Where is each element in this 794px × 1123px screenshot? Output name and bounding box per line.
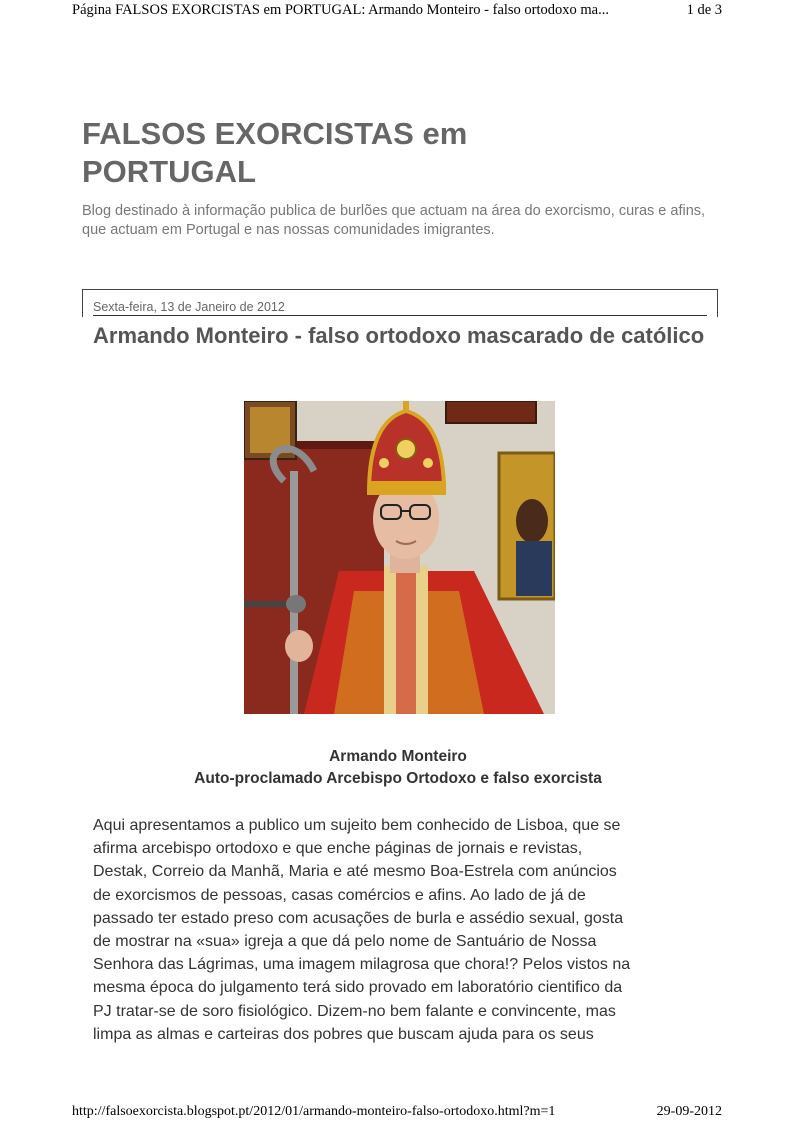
body-line: Destak, Correio da Manhã, Maria e até mesmo Boa-Estrela com anúncios [93,863,617,881]
mitre-jewel-left [379,458,389,468]
print-footer-date: 29-09-2012 [656,1104,722,1119]
body-line: passado ter estado preso com acusações de burla e assédio sexual, gosta [93,909,624,927]
mitre-cross [403,401,409,413]
print-header [72,2,722,22]
body-line: PJ tratar-se de soro fisiológico. Dizem-no bem falante e convincente, mas [93,1002,616,1020]
print-page-count: 1 de 3 [686,2,722,18]
icon-figure [516,499,548,543]
photo-caption [93,746,703,790]
print-footer [72,1104,722,1122]
post-date: Sexta-feira, 13 de Janeiro de 2012 [93,300,285,314]
hand [285,630,313,662]
post-title[interactable]: Armando Monteiro - falso ortodoxo mascarado de católico [93,323,705,348]
date-divider [93,315,707,316]
mitre-jewel [396,439,416,459]
body-line: mesma época do julgamento terá sido provado em laboratório cientifico da [93,979,623,997]
icon-figure-robe [516,541,552,596]
blog-title[interactable]: FALSOS EXORCISTAS em PORTUGAL [82,116,468,189]
body-line: de mostrar na «sua» igreja a que dá pelo nome de Santuário de Nossa [93,933,597,951]
icon-frame-top [446,401,536,423]
mitre-jewel-right [423,458,433,468]
vestment-stole-band [396,571,416,714]
body-line: Aqui apresentamos a publico um sujeito bem conhecido de Lisboa, que se [93,817,621,834]
body-line: limpa as almas e carteiras dos pobres que buscam ajuda para os seus [93,1025,594,1043]
body-line: afirma arcebispo ortodoxo e que enche páginas de jornais e revistas, [93,840,583,858]
caption-role: Auto-proclamado Arcebispo Ortodoxo e falso exorcista [194,770,602,787]
crozier-staff [290,471,298,714]
body-line: Senhora das Lágrimas, uma imagem milagrosa que chora!? Pelos vistos na [93,956,631,974]
post-photo[interactable] [244,401,555,714]
mitre-band [368,481,446,495]
print-footer-url[interactable]: http://falsoexorcista.blogspot.pt/2012/01/armando-monteiro-falso-ortodoxo.html?m=1 [72,1104,556,1119]
print-header-title: Página FALSOS EXORCISTAS em PORTUGAL: Armando Monteiro - falso ortodoxo ma... [72,2,609,18]
blog-description: Blog destinado à informação publica de burlões que actuam na área do exorcismo, curas e afins, que actuam em Portugal e nas nossas comunidades imigrantes. [82,203,706,238]
caption-name: Armando Monteiro [329,748,467,765]
microphone [286,595,306,613]
body-line: de exorcismos de pessoas, casas comércios e afins. Ao lado de já de [93,886,586,904]
post-body [93,814,713,1046]
